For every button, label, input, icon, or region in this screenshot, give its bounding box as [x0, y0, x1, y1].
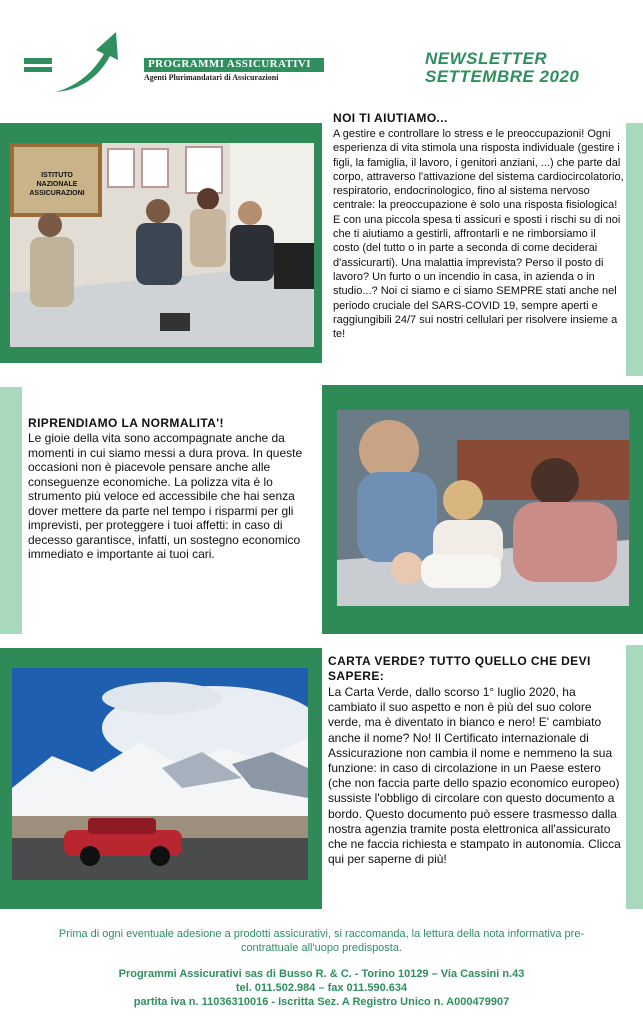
- section2-body: Le gioie della vita sono accompagnate anche da momenti in cui siamo messi a dura prova. In queste occasioni non è piacevole pensare anche alle conseguenze economiche. La polizza vita è lo strumento più veloce ed accessibile che hai senza dover mettere da parte nel tempo i risparmi per gli imprevisti, per proteggere i tuoi affetti: in caso di decesso garantisce, infatti, un sostegno economico immediato e importante ai tuoi cari.: [28, 431, 303, 561]
- section2-text: [28, 416, 318, 562]
- brand-name: PROGRAMMI ASSICURATIVI: [144, 58, 324, 71]
- footer-company: Programmi Assicurativi sas di Busso R. & C. - Torino 10129 – Via Cassini n.43: [118, 968, 525, 980]
- office-sign-text: ISTITUTO NAZIONALE ASSICURAZIONI: [29, 172, 85, 197]
- family-illustration: [337, 410, 629, 606]
- logo-arrow-icon: [54, 30, 124, 94]
- logo-stripe-bottom: [24, 67, 52, 72]
- footer-legal: partita iva n. 11036310016 - Iscritta Sez. A Registro Unico n. A000479907: [133, 996, 510, 1008]
- section3-body: La Carta Verde, dallo scorso 1° luglio 2020, ha cambiato il suo aspetto e non è più del suo colore verde, ma è diventato in bianco e nero! E' cambiato anche il nome? No! Il Certificato internazionale di Assicurazione non cambia il nome e nemmeno la sua funzione: in caso di circolazione in un Paese estero (che non faccia parte dello spazio economico europeo) sussiste l'obbligo di circolare con questo documento a bordo. Questo documento può essere trasmesso dalla nostra agenzia tramite posta elettronica all'assicurato che ne faccia richiesta e stampato in autonomia. Clicca qui per saperne di più!: [328, 685, 621, 867]
- section3-title: CARTA VERDE? TUTTO QUELLO CHE DEVI SAPERE:: [328, 654, 591, 683]
- logo-stripe-top: [24, 58, 52, 64]
- section2-photo-family: [337, 410, 629, 606]
- section1-body: A gestire e controllare lo stress e le preoccupazioni! Ogni esperienza di vita stimola una risposta individuale (gestire i figli, la famiglia, il lavoro, i genitori anziani, ...) che parte dal corpo, attraverso l'attivazione del sistema cardiocircolatorio, respiratorio, endocrinologico, fino al sistema nervoso centrale: la preoccupazione è solo una risposta fisiologica! E con una piccola spesa ti assicuri e sposti i rischi su di noi che ti aiutiamo a gestirli, affrontarli e ne rimborsiamo il costo (del tutto o in parte a seconda di come deciderai d'assicurarti). Una malattia imprevista? Perso il posto di lavoro? Un furto o un incendio in casa, in azienda o in studio...? Noi ci siamo e ci siamo SEMPRE stati anche nel periodo cruciale del SARS-COVID 19, sempre aperti e raggiungibili 24/7 sui nostri cellulari per risolvere insieme a te!: [333, 128, 624, 341]
- newsletter-label: NEWSLETTER: [425, 49, 548, 68]
- section1-text: [333, 111, 625, 341]
- newsletter-title: [425, 50, 579, 86]
- car-mountains-illustration: [12, 668, 308, 880]
- section1-title: NOI TI AIUTIAMO...: [333, 111, 448, 125]
- logo-underline: [144, 71, 324, 72]
- section2-side-stripe: [0, 387, 22, 634]
- footer-contacts: tel. 011.502.984 – fax 011.590.634: [235, 982, 408, 994]
- section1-photo-office-meeting: [10, 143, 314, 347]
- footer-disclaimer: Prima di ogni eventuale adesione a prodotti assicurativi, si raccomanda, la lettura della nota informativa pre-contrattuale all'uopo predisposta.: [58, 928, 585, 954]
- section3-photo-car-mountains: [12, 668, 308, 880]
- section2-title: RIPRENDIAMO LA NORMALITA'!: [28, 416, 224, 430]
- section1-side-stripe: [626, 123, 643, 376]
- section3-text: [328, 654, 624, 867]
- section3-side-stripe: [626, 645, 643, 909]
- newsletter-date: SETTEMBRE 2020: [425, 67, 580, 86]
- brand-tagline: Agenti Plurimandatari di Assicurazioni: [144, 73, 279, 82]
